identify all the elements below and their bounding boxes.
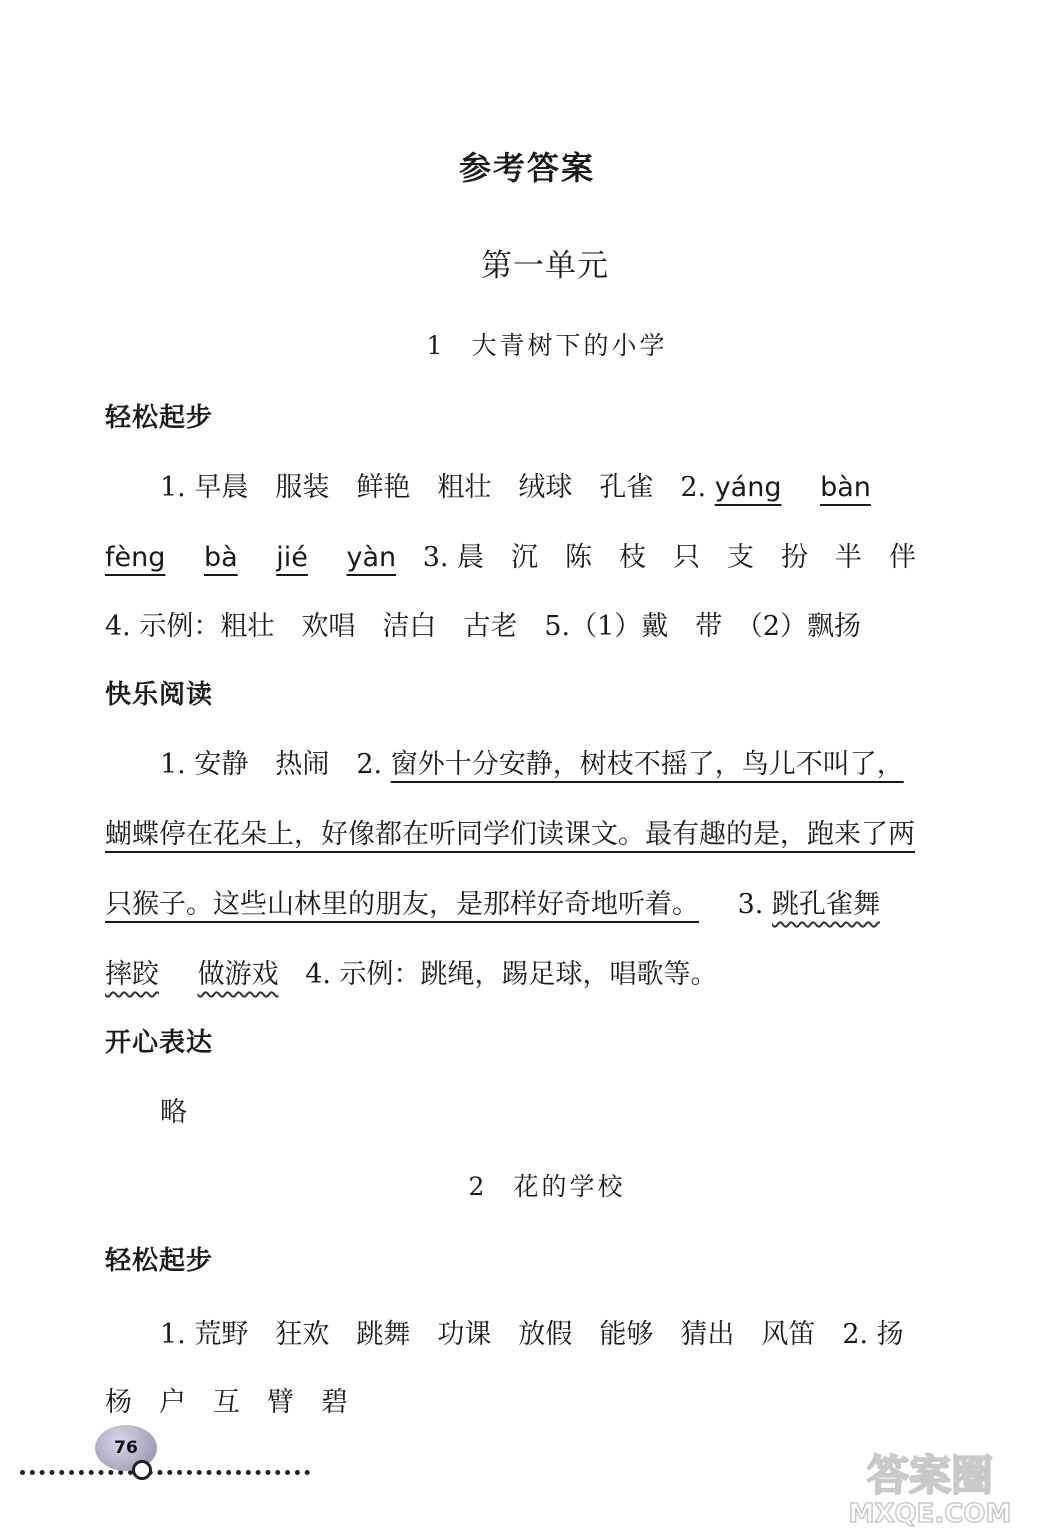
lesson-2-number: 2 (468, 1172, 488, 1201)
answer-text: 1. 早晨 服装 鲜艳 粗壮 绒球 孔雀 2. (160, 472, 707, 503)
watermark-text-cn: 答案圈 (866, 1451, 994, 1500)
lesson-2-name: 花的学校 (513, 1172, 626, 1201)
watermark-text-url: MXQE.COM (848, 1499, 1012, 1528)
answer-text: 1. 安静 热闹 2. (160, 749, 383, 780)
lesson-1-number: 1 (426, 331, 446, 360)
watermark-graphic (820, 1446, 1040, 1528)
answer-line (105, 535, 916, 574)
pinyin-answer: bàn (820, 472, 871, 503)
underlined-answer: 只猴子。这些山林里的朋友，是那样好奇地听着。 (105, 889, 699, 920)
pinyin-answer: jié (276, 542, 308, 573)
lesson-2-title (0, 1167, 1054, 1203)
underlined-answer: 蝴蝶停在花朵上，好像都在听同学们读课文。最有趣的是，跑来了两 (105, 819, 915, 850)
wavy-answer: 做游戏 (197, 959, 279, 990)
answer-line: 4. 示例：粗壮 欢唱 洁白 古老 5.（1）戴 带 （2）飘扬 (105, 611, 861, 642)
section-heading-start: 轻松起步 (105, 1246, 214, 1276)
underlined-answer: 窗外十分安静，树枝不摇了，鸟儿不叫了， (390, 749, 904, 780)
watermark-logo (820, 1446, 1040, 1528)
pinyin-answer: bà (203, 542, 238, 573)
answer-line (160, 742, 904, 781)
answer-text: 3. 晨 沉 陈 枝 只 支 扮 半 伴 (422, 542, 917, 573)
pinyin-answer: yàn (346, 542, 397, 573)
answer-text: 4. 示例：跳绳，踢足球，唱歌等。 (305, 959, 718, 990)
answer-line: 杨 户 互 臂 碧 (105, 1387, 348, 1418)
answer-line (105, 952, 718, 991)
footer-dotted-line (20, 1470, 310, 1475)
pinyin-answer: fèng (105, 542, 166, 573)
wavy-answer: 摔跤 (105, 959, 159, 990)
lesson-1-name: 大青树下的小学 (471, 331, 668, 360)
page-title: 参考答案 (458, 149, 595, 187)
section-heading-start: 轻松起步 (105, 403, 214, 433)
section-heading-express: 开心表达 (105, 1028, 214, 1058)
answer-line: 略 (160, 1097, 187, 1128)
answer-line (105, 812, 915, 851)
section-heading-reading: 快乐阅读 (105, 680, 214, 710)
answer-line (105, 882, 880, 921)
wavy-answer: 跳孔雀舞 (771, 889, 880, 920)
answer-line (160, 465, 871, 504)
answer-line: 1. 荒野 狂欢 跳舞 功课 放假 能够 猜出 风笛 2. 扬 (160, 1319, 904, 1350)
pinyin-answer: yáng (714, 472, 782, 503)
answer-text: 3. (737, 889, 764, 920)
page-number-badge: 76 (95, 1425, 157, 1471)
lesson-1-title (0, 326, 1054, 362)
page-number-ring-icon (132, 1460, 152, 1480)
unit-title: 第一单元 (481, 248, 609, 284)
